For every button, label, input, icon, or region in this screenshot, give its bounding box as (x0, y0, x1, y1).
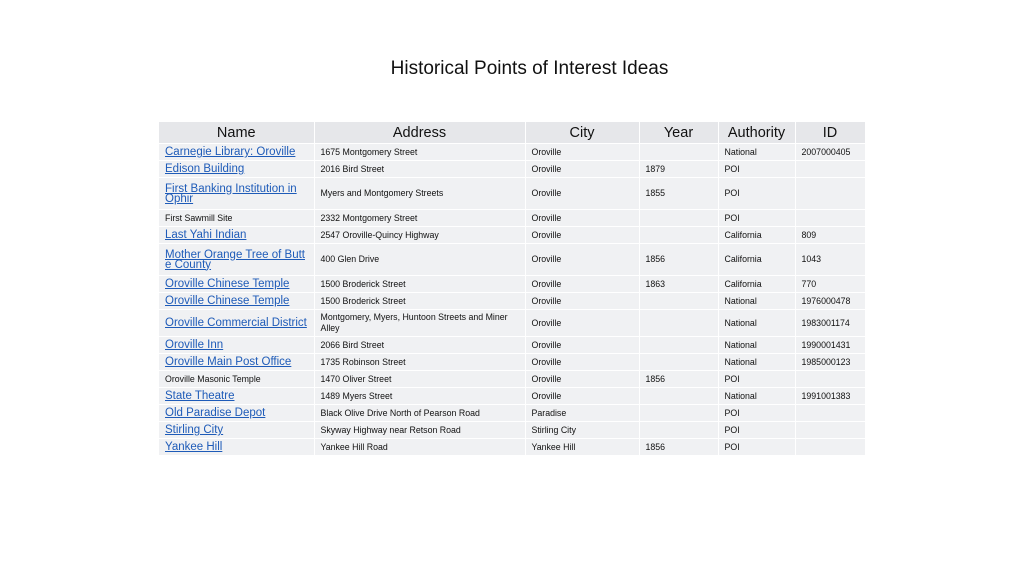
table-row (159, 439, 865, 456)
cell-id (795, 210, 865, 227)
cell-id (795, 439, 865, 456)
cell-year (639, 337, 718, 354)
cell-year: 1856 (639, 439, 718, 456)
cell-authority: POI (718, 422, 795, 439)
cell-authority: POI (718, 161, 795, 178)
table-row (159, 144, 865, 161)
cell-address: 1735 Robinson Street (314, 354, 525, 371)
cell-name (159, 388, 314, 405)
cell-year (639, 422, 718, 439)
cell-address: Myers and Montgomery Streets (314, 178, 525, 210)
cell-name (159, 144, 314, 161)
cell-name (159, 354, 314, 371)
cell-id: 1976000478 (795, 293, 865, 310)
cell-year (639, 227, 718, 244)
cell-year: 1855 (639, 178, 718, 210)
cell-name (159, 227, 314, 244)
cell-city: Paradise (525, 405, 639, 422)
poi-name-link[interactable]: Edison Building (165, 163, 245, 175)
cell-city: Oroville (525, 371, 639, 388)
cell-address: 2066 Bird Street (314, 337, 525, 354)
cell-city: Oroville (525, 161, 639, 178)
cell-year (639, 293, 718, 310)
cell-year (639, 210, 718, 227)
poi-name-link[interactable]: Oroville Chinese Temple (165, 278, 290, 290)
cell-authority: POI (718, 210, 795, 227)
cell-name (159, 178, 314, 210)
cell-address: 1489 Myers Street (314, 388, 525, 405)
cell-authority: POI (718, 405, 795, 422)
cell-city: Oroville (525, 210, 639, 227)
cell-year: 1863 (639, 276, 718, 293)
cell-authority: POI (718, 371, 795, 388)
cell-authority: POI (718, 178, 795, 210)
cell-authority: National (718, 337, 795, 354)
cell-id (795, 405, 865, 422)
poi-name-link[interactable]: Stirling City (165, 424, 224, 436)
cell-id (795, 161, 865, 178)
cell-id (795, 178, 865, 210)
column-header-city: City (525, 122, 639, 144)
cell-authority: National (718, 144, 795, 161)
cell-address: 1470 Oliver Street (314, 371, 525, 388)
cell-city: Oroville (525, 178, 639, 210)
cell-id: 1983001174 (795, 310, 865, 337)
cell-address: 1500 Broderick Street (314, 293, 525, 310)
table-row (159, 293, 865, 310)
cell-id: 809 (795, 227, 865, 244)
cell-year (639, 405, 718, 422)
cell-authority: California (718, 276, 795, 293)
poi-name-link[interactable]: Oroville Commercial District (165, 317, 307, 329)
cell-name (159, 293, 314, 310)
cell-authority: California (718, 244, 795, 276)
slide-title: Historical Points of Interest Ideas (390, 58, 669, 79)
table-row (159, 161, 865, 178)
cell-address: Black Olive Drive North of Pearson Road (314, 405, 525, 422)
column-header-year: Year (639, 122, 718, 144)
poi-name-text: Oroville Masonic Temple (165, 374, 261, 384)
table-body (159, 144, 865, 456)
header-row (159, 122, 865, 144)
cell-year (639, 388, 718, 405)
cell-city: Oroville (525, 310, 639, 337)
table-row (159, 405, 865, 422)
cell-year (639, 354, 718, 371)
cell-id: 2007000405 (795, 144, 865, 161)
cell-city: Oroville (525, 227, 639, 244)
cell-city: Oroville (525, 337, 639, 354)
cell-authority: National (718, 388, 795, 405)
cell-name (159, 310, 314, 337)
column-header-id: ID (795, 122, 865, 144)
cell-year (639, 144, 718, 161)
cell-authority: National (718, 354, 795, 371)
table-row (159, 388, 865, 405)
cell-city: Oroville (525, 144, 639, 161)
table-row (159, 354, 865, 371)
cell-id: 1991001383 (795, 388, 865, 405)
cell-name (159, 439, 314, 456)
cell-address: 2016 Bird Street (314, 161, 525, 178)
cell-name (159, 422, 314, 439)
poi-name-link[interactable]: Mother Orange Tree of Butte County (165, 248, 305, 271)
poi-name-link[interactable]: Last Yahi Indian (165, 229, 247, 241)
cell-id (795, 371, 865, 388)
poi-name-link[interactable]: Oroville Inn (165, 339, 224, 351)
cell-address: 400 Glen Drive (314, 244, 525, 276)
cell-address: Skyway Highway near Retson Road (314, 422, 525, 439)
cell-address: 1500 Broderick Street (314, 276, 525, 293)
cell-id: 1043 (795, 244, 865, 276)
cell-id: 1990001431 (795, 337, 865, 354)
cell-name (159, 405, 314, 422)
column-header-address: Address (314, 122, 525, 144)
cell-name (159, 371, 314, 388)
cell-address: Yankee Hill Road (314, 439, 525, 456)
column-header-authority: Authority (718, 122, 795, 144)
cell-authority: National (718, 293, 795, 310)
column-header-name: Name (159, 122, 314, 144)
cell-city: Yankee Hill (525, 439, 639, 456)
cell-address: 1675 Montgomery Street (314, 144, 525, 161)
cell-authority: California (718, 227, 795, 244)
cell-name (159, 337, 314, 354)
table-row (159, 276, 865, 293)
poi-table (159, 122, 866, 456)
cell-address: 2547 Oroville-Quincy Highway (314, 227, 525, 244)
cell-year: 1856 (639, 244, 718, 276)
cell-name (159, 210, 314, 227)
table-row (159, 178, 865, 210)
cell-city: Oroville (525, 244, 639, 276)
poi-name-link[interactable]: Old Paradise Depot (165, 407, 266, 419)
cell-year: 1879 (639, 161, 718, 178)
cell-authority: POI (718, 439, 795, 456)
table-row (159, 210, 865, 227)
cell-authority: National (718, 310, 795, 337)
table-row (159, 371, 865, 388)
poi-name-link[interactable]: Carnegie Library: Oroville (165, 146, 296, 158)
poi-name-link[interactable]: Oroville Main Post Office (165, 356, 292, 368)
poi-name-link[interactable]: First Banking Institution in Ophir (165, 182, 297, 205)
cell-year: 1856 (639, 371, 718, 388)
cell-address: Montgomery, Myers, Huntoon Streets and Miner Alley (314, 310, 525, 337)
table-row (159, 337, 865, 354)
cell-year (639, 310, 718, 337)
cell-address: 2332 Montgomery Street (314, 210, 525, 227)
cell-name (159, 276, 314, 293)
poi-name-link[interactable]: Yankee Hill (165, 441, 223, 453)
poi-name-text: First Sawmill Site (165, 213, 233, 223)
cell-name (159, 161, 314, 178)
poi-name-link[interactable]: State Theatre (165, 390, 235, 402)
cell-name (159, 244, 314, 276)
table-row (159, 227, 865, 244)
cell-city: Oroville (525, 354, 639, 371)
cell-city: Oroville (525, 276, 639, 293)
table-row (159, 310, 865, 337)
cell-id: 770 (795, 276, 865, 293)
poi-name-link[interactable]: Oroville Chinese Temple (165, 295, 290, 307)
cell-id (795, 422, 865, 439)
cell-city: Oroville (525, 388, 639, 405)
table-row (159, 244, 865, 276)
cell-id: 1985000123 (795, 354, 865, 371)
table-row (159, 422, 865, 439)
cell-city: Oroville (525, 293, 639, 310)
cell-city: Stirling City (525, 422, 639, 439)
